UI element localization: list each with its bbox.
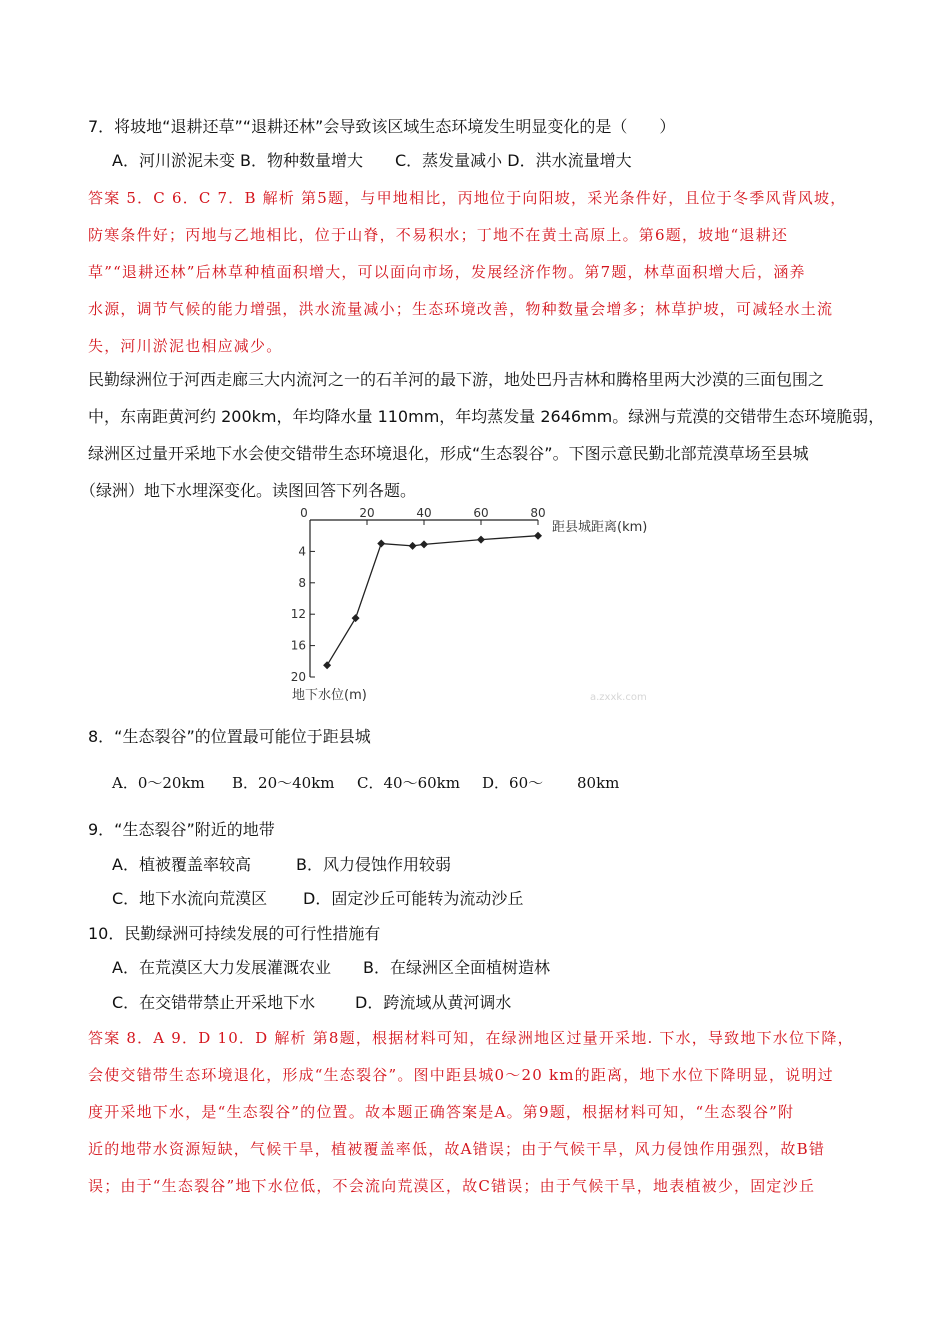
data-point bbox=[534, 532, 542, 540]
q10-option-d: D．跨流域从黄河调水 bbox=[355, 993, 512, 1012]
series-line bbox=[327, 536, 538, 666]
x-tick-label: 40 bbox=[416, 506, 432, 520]
q10-option-c: C．在交错带禁止开采地下水 bbox=[112, 993, 316, 1012]
data-point bbox=[420, 540, 428, 548]
answer1-line-2: 防寒条件好；丙地与乙地相比，位于山脊，不易积水；丁地不在黄土高原上。第6题，坡地“退耕还 bbox=[88, 226, 789, 244]
x-tick-label: 80 bbox=[530, 506, 546, 520]
y-tick-label: 16 bbox=[290, 638, 306, 653]
q8-option-c: C．40～60km bbox=[357, 774, 460, 792]
q8-option-d-cont: 80km bbox=[577, 774, 620, 792]
answer1-line-3: 草”“退耕还林”后林草种植面积增大，可以面向市场，发展经济作物。第7题，林草面积增大后，涵养 bbox=[88, 263, 806, 281]
y-tick-label: 4 bbox=[298, 544, 306, 559]
groundwater-chart bbox=[270, 505, 690, 705]
answer1-line-4: 水源，调节气候的能力增强，洪水流量减小；生态环境改善，物种数量会增多；林草护坡，可减轻水土流 bbox=[88, 300, 834, 318]
answer2-line-2: 会使交错带生态环境退化，形成“生态裂谷”。图中距县城0～20 km的距离，地下水位下降明显，说明过 bbox=[88, 1066, 834, 1084]
chart-ticks bbox=[291, 506, 546, 684]
data-point bbox=[352, 614, 360, 622]
passage-line-2: 中，东南距黄河约 200km，年均降水量 110mm，年均蒸发量 2646mm。绿洲与荒漠的交错带生态环境脆弱， bbox=[88, 407, 885, 426]
data-point bbox=[377, 540, 385, 548]
q7-stem: 7．将坡地“退耕还草”“退耕还林”会导致该区域生态环境发生明显变化的是（ ） bbox=[88, 117, 676, 136]
q7-options: A．河川淤泥未变 B．物种数量增大 C．蒸发量减小 D．洪水流量增大 bbox=[112, 151, 632, 170]
answer1-line-1: 答案 5．C 6．C 7．B 解析 第5题，与甲地相比，丙地位于向阳坡，采光条件好，且位于冬季风背风坡， bbox=[88, 189, 847, 207]
q8-option-a: A．0～20km bbox=[112, 774, 205, 792]
q8-option-b: B．20～40km bbox=[232, 774, 335, 792]
chart-ylabel: 地下水位(m) bbox=[292, 688, 367, 703]
passage-line-1: 民勤绿洲位于河西走廊三大内流河之一的石羊河的最下游，地处巴丹吉林和腾格里两大沙漠的三面包围之 bbox=[88, 370, 825, 389]
answer2-line-4: 近的地带水资源短缺，气候干旱，植被覆盖率低，故A错误；由于气候干旱，风力侵蚀作用强烈，故B错 bbox=[88, 1140, 826, 1158]
y-tick-label: 12 bbox=[290, 607, 306, 622]
q10-option-b: B．在绿洲区全面植树造林 bbox=[363, 958, 550, 977]
q9-option-b: B．风力侵蚀作用较弱 bbox=[296, 855, 451, 874]
data-point bbox=[477, 536, 485, 544]
chart-watermark: a.zxxk.com bbox=[590, 692, 647, 703]
passage-line-4: （绿洲）地下水埋深变化。读图回答下列各题。 bbox=[80, 481, 417, 500]
data-point bbox=[323, 661, 331, 669]
y-tick-label: 20 bbox=[290, 670, 306, 684]
x-tick-label: 20 bbox=[359, 506, 375, 520]
q9-stem: 9．“生态裂谷”附近的地带 bbox=[88, 820, 275, 839]
answer2-line-1: 答案 8．A 9．D 10．D 解析 第8题，根据材料可知，在绿洲地区过量开采地. 下水，导致地下水位下降， bbox=[88, 1029, 854, 1047]
x-tick-label: 60 bbox=[473, 506, 489, 520]
q10-stem: 10．民勤绿洲可持续发展的可行性措施有 bbox=[88, 924, 381, 943]
q10-option-a: A．在荒漠区大力发展灌溉农业 bbox=[112, 958, 331, 977]
y-tick-label: 8 bbox=[298, 575, 306, 590]
q9-option-d: D．固定沙丘可能转为流动沙丘 bbox=[303, 889, 524, 908]
data-point bbox=[409, 542, 417, 550]
chart-xlabel: 距县城距离(km) bbox=[552, 520, 648, 535]
passage-line-3: 绿洲区过量开采地下水会使交错带生态环境退化，形成“生态裂谷”。下图示意民勤北部荒漠草场至县城 bbox=[88, 444, 809, 463]
answer2-line-3: 度开采地下水，是“生态裂谷”的位置。故本题正确答案是A。第9题，根据材料可知，“生态裂谷”附 bbox=[88, 1103, 795, 1121]
q9-option-c: C．地下水流向荒漠区 bbox=[112, 889, 268, 908]
answer2-line-5: 误；由于“生态裂谷”地下水位低，不会流向荒漠区，故C错误；由于气候干旱，地表植被少，固定沙丘 bbox=[88, 1177, 816, 1195]
q9-option-a: A．植被覆盖率较高 bbox=[112, 855, 251, 874]
q8-stem: 8．“生态裂谷”的位置最可能位于距县城 bbox=[88, 727, 371, 746]
q8-option-d: D．60～ bbox=[482, 774, 544, 792]
chart-series bbox=[323, 532, 542, 670]
x-tick-label: 0 bbox=[300, 506, 308, 520]
answer1-line-5: 失，河川淤泥也相应减少。 bbox=[88, 337, 283, 355]
